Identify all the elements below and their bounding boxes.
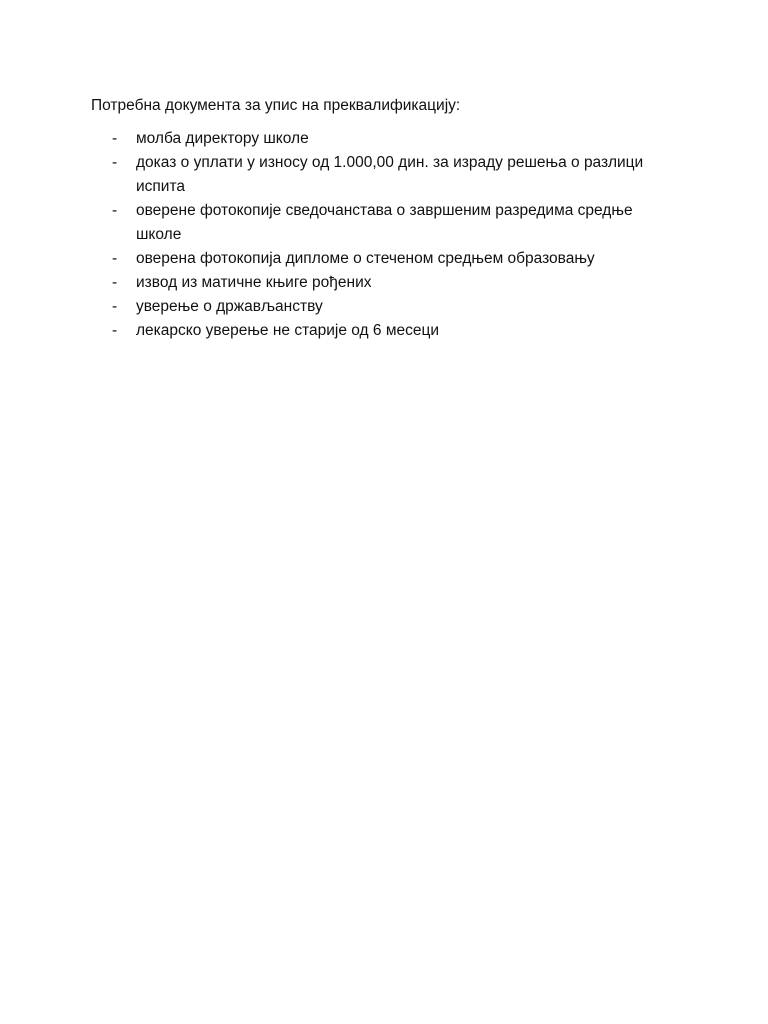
list-item: [0, 295, 676, 319]
list-item-text: молба директору школе: [136, 130, 309, 147]
list-item-text: оверена фотокопија дипломе о стеченом средњем образовању: [136, 250, 595, 267]
list-item-text: уверење о држављанству: [136, 298, 323, 315]
dash-bullet: -: [112, 274, 118, 291]
dash-bullet: -: [112, 154, 118, 171]
dash-bullet: -: [112, 250, 118, 267]
dash-bullet: -: [112, 130, 118, 147]
dash-bullet: -: [112, 202, 118, 219]
list-item: [0, 319, 676, 343]
list-item: [0, 247, 676, 271]
list-item-text: лекарско уверење не старије од 6 месеци: [136, 322, 440, 339]
requirements-list: [0, 127, 768, 343]
document-heading: Потребна документа за упис на преквалификацију:: [91, 97, 461, 114]
dash-bullet: -: [112, 322, 118, 339]
list-item: [0, 151, 676, 199]
list-item: [0, 199, 676, 247]
dash-bullet: -: [112, 298, 118, 315]
list-item: [0, 271, 676, 295]
list-item-text: оверене фотокопије сведочанстава о завршеним разредима средње школе: [136, 202, 633, 243]
list-item-text: извод из матичне књиге рођених: [136, 274, 372, 291]
list-item: [0, 127, 676, 151]
list-item-text: доказ о уплати у износу од 1.000,00 дин. за израду решења о разлици испита: [136, 154, 644, 195]
